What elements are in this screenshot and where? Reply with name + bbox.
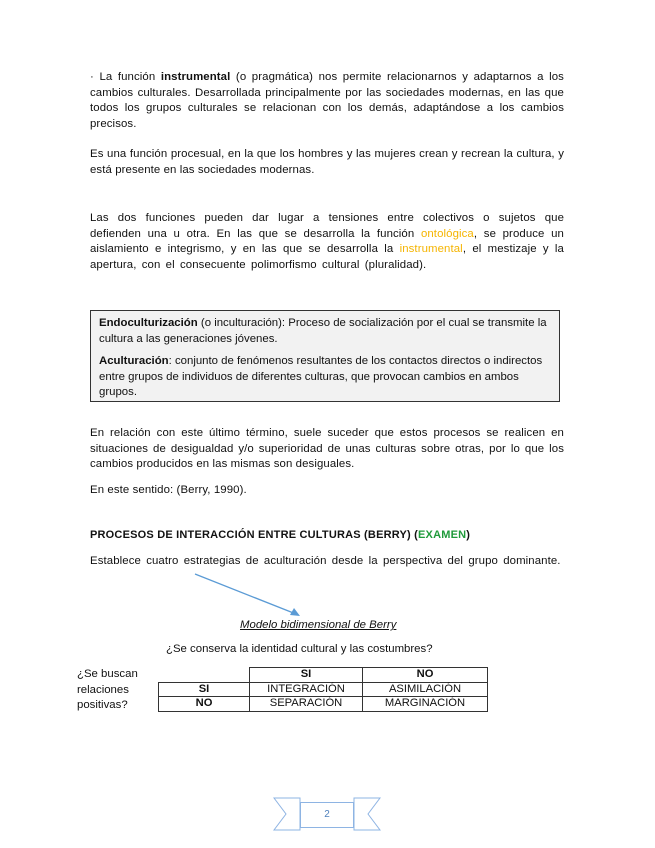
definition-aculturacion [99, 354, 551, 401]
definition-endoculturizacion [99, 316, 551, 347]
p3-part1: Las dos funciones pueden dar lugar a tensiones entre colectivos o sujetos que defienden una u otra. En las que se desarrolla la función [90, 212, 564, 240]
paragraph-procesual: Es una función procesual, en la que los hombres y las mujeres crean y recrean la cultura, y está presente en las sociedades modernas. [90, 148, 564, 176]
arrow-icon [190, 570, 310, 620]
row-header-no: NO [159, 697, 250, 712]
cell-separacion: SEPARACIÓN [250, 697, 363, 712]
table-row [159, 682, 488, 697]
definitions-box [90, 310, 560, 402]
col-header-si: SI [250, 668, 363, 683]
model-caption: Modelo bidimensional de Berry [240, 619, 397, 631]
paragraph-relacion: En relación con este último término, suele suceder que estos procesos se realicen en situaciones de desigualdad y/o superioridad de unas culturas sobre otras, por lo que los cambios producidos en las mismas son desiguales. [90, 427, 564, 471]
exam-badge: EXAMEN [418, 529, 467, 541]
row-question [77, 667, 157, 714]
berry-table [158, 667, 488, 712]
p3-part2: , se produce un aislamiento e integrismo, y en las que se desarrolla la [90, 227, 564, 256]
highlight-instrumental: instrumental [399, 243, 463, 256]
section-heading [90, 529, 470, 541]
cell-integracion: INTEGRACIÓN [250, 682, 363, 697]
term-aculturacion: Aculturación [99, 355, 169, 368]
heading-text: PROCESOS DE INTERACCIÓN ENTRE CULTURAS (BERRY) ( [90, 529, 418, 541]
term-endoculturizacion: Endoculturización [99, 317, 198, 329]
def-aculturacion: : conjunto de fenómenos resultantes de los contactos directos o indirectos entre grupos de individuos de diferentes culturas, que provocan cambios en ambos grupos. [99, 355, 543, 399]
paragraph-estrategias: Establece cuatro estrategias de aculturación desde la perspectiva del grupo dominante. [90, 555, 561, 567]
paragraph-sentido: En este sentido: (Berry, 1990). [90, 484, 247, 496]
page-number: 2 [300, 802, 354, 828]
paragraph-tensiones [90, 211, 564, 273]
p3-part3: , el mestizaje y la apertura, con el consecuente polimorfismo cultural (pluralidad). [90, 243, 564, 271]
p1-bold-term: instrumental [160, 71, 231, 83]
row-header-si: SI [159, 682, 250, 697]
heading-close: ) [466, 529, 471, 541]
table-corner [159, 668, 250, 683]
cell-marginacion: MARGINACIÓN [363, 697, 488, 712]
row-question-line: relaciones [77, 683, 129, 696]
p1-prefix: · La función [90, 71, 161, 83]
cell-asimilacion: ASIMILACIÓN [363, 682, 488, 697]
p1-rest: (o pragmática) nos permite relacionarnos y adaptarnos a los cambios culturales. Desarrollada principalmente por las sociedades modernas, en las que todos los grupos culturales se relacionan con los demás, adaptándose a los cambios precisos. [90, 71, 564, 130]
def-endoculturizacion: (o inculturación): Proceso de socialización por el cual se transmite la cultura a las generaciones jóvenes. [99, 317, 547, 345]
row-question-line: positivas? [77, 699, 128, 711]
column-question: ¿Se conserva la identidad cultural y las costumbres? [166, 643, 433, 655]
row-question-line: ¿Se buscan [77, 668, 138, 680]
table-row [159, 697, 488, 712]
paragraph-instrumental [90, 70, 564, 132]
table-header-row [159, 668, 488, 683]
highlight-ontologica: ontológica [420, 227, 474, 240]
col-header-no: NO [363, 668, 488, 683]
